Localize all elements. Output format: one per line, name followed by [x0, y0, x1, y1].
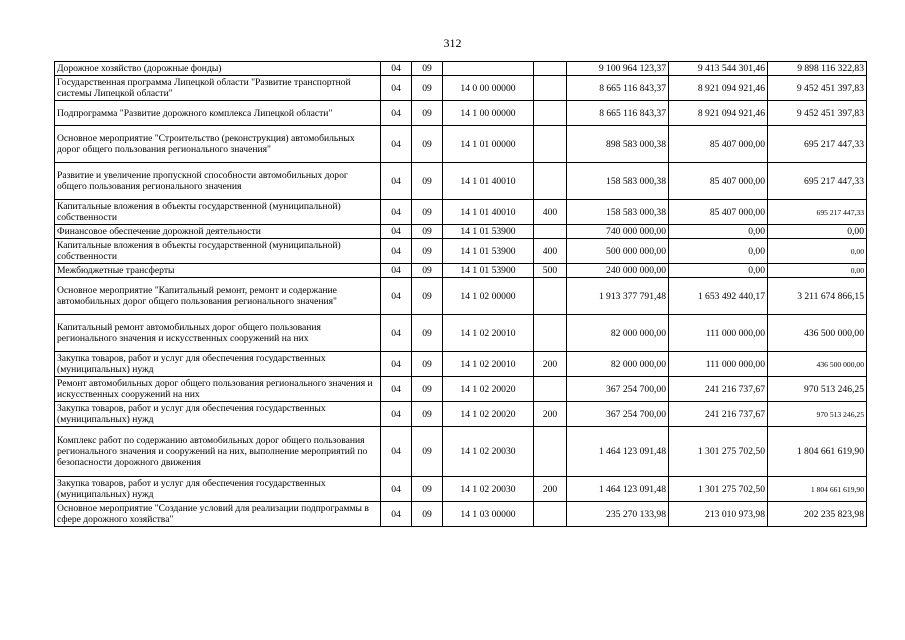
- amount-year-3: 695 217 447,33: [768, 126, 867, 163]
- table-row: [55, 427, 867, 477]
- target-article-code: 14 1 02 20020: [443, 377, 534, 402]
- subsection-code: 09: [412, 477, 443, 502]
- section-code: 04: [381, 264, 412, 278]
- section-code: 04: [381, 62, 412, 76]
- amount-year-1: 235 270 133,98: [567, 502, 669, 527]
- amount-year-1: 158 583 000,38: [567, 163, 669, 200]
- target-article-code: 14 1 00 00000: [443, 101, 534, 126]
- row-name: Государственная программа Липецкой области "Развитие транспортной системы Липецкой области": [55, 76, 381, 101]
- page-number: 312: [443, 36, 462, 50]
- subsection-code: 09: [412, 62, 443, 76]
- amount-year-3: 1 804 661 619,90: [768, 427, 867, 477]
- row-name: Дорожное хозяйство (дорожные фонды): [55, 62, 381, 76]
- expense-type-code: 400: [534, 239, 567, 264]
- target-article-code: 14 1 02 20030: [443, 477, 534, 502]
- target-article-code: 14 1 01 53900: [443, 225, 534, 239]
- amount-year-2: 8 921 094 921,46: [669, 101, 768, 126]
- expense-type-code: [534, 427, 567, 477]
- row-name: Закупка товаров, работ и услуг для обеспечения государственных (муниципальных) нужд: [55, 352, 381, 377]
- target-article-code: 14 1 02 20010: [443, 315, 534, 352]
- amount-year-1: 8 665 116 843,37: [567, 76, 669, 101]
- amount-year-2: 241 216 737,67: [669, 377, 768, 402]
- row-name: Закупка товаров, работ и услуг для обеспечения государственных (муниципальных) нужд: [55, 477, 381, 502]
- subsection-code: 09: [412, 76, 443, 101]
- amount-year-1: 1 464 123 091,48: [567, 427, 669, 477]
- subsection-code: 09: [412, 278, 443, 315]
- amount-year-3: 436 500 000,00: [768, 315, 867, 352]
- budget-table: [54, 61, 867, 527]
- amount-year-1: 1 913 377 791,48: [567, 278, 669, 315]
- amount-year-1: 898 583 000,38: [567, 126, 669, 163]
- target-article-code: [443, 62, 534, 76]
- amount-year-2: 241 216 737,67: [669, 402, 768, 427]
- amount-year-2: 213 010 973,98: [669, 502, 768, 527]
- section-code: 04: [381, 76, 412, 101]
- subsection-code: 09: [412, 163, 443, 200]
- table-row: [55, 200, 867, 225]
- amount-year-3: 436 500 000,00: [768, 352, 867, 377]
- amount-year-3: 9 452 451 397,83: [768, 76, 867, 101]
- subsection-code: 09: [412, 402, 443, 427]
- amount-year-2: 0,00: [669, 264, 768, 278]
- amount-year-3: 0,00: [768, 225, 867, 239]
- amount-year-3: 0,00: [768, 239, 867, 264]
- section-code: 04: [381, 477, 412, 502]
- expense-type-code: [534, 76, 567, 101]
- amount-year-2: 0,00: [669, 239, 768, 264]
- expense-type-code: [534, 315, 567, 352]
- amount-year-2: 0,00: [669, 225, 768, 239]
- expense-type-code: [534, 502, 567, 527]
- expense-type-code: [534, 163, 567, 200]
- target-article-code: 14 1 02 00000: [443, 278, 534, 315]
- table-row: [55, 163, 867, 200]
- amount-year-2: 85 407 000,00: [669, 163, 768, 200]
- amount-year-1: 367 254 700,00: [567, 377, 669, 402]
- amount-year-2: 111 000 000,00: [669, 352, 768, 377]
- amount-year-3: 695 217 447,33: [768, 200, 867, 225]
- row-name: Основное мероприятие "Капитальный ремонт, ремонт и содержание автомобильных дорог общего пользования регионального значения": [55, 278, 381, 315]
- subsection-code: 09: [412, 352, 443, 377]
- subsection-code: 09: [412, 101, 443, 126]
- row-name: Ремонт автомобильных дорог общего пользования регионального значения и искусственных сооружений на них: [55, 377, 381, 402]
- amount-year-1: 367 254 700,00: [567, 402, 669, 427]
- amount-year-2: 111 000 000,00: [669, 315, 768, 352]
- section-code: 04: [381, 315, 412, 352]
- amount-year-3: 9 898 116 322,83: [768, 62, 867, 76]
- row-name: Комплекс работ по содержанию автомобильных дорог общего пользования регионального значения и сооружений на них, выполнение мероприятий по безопасности дорожного движения: [55, 427, 381, 477]
- amount-year-1: 82 000 000,00: [567, 315, 669, 352]
- amount-year-1: 1 464 123 091,48: [567, 477, 669, 502]
- target-article-code: 14 1 01 40010: [443, 200, 534, 225]
- subsection-code: 09: [412, 126, 443, 163]
- target-article-code: 14 1 01 53900: [443, 264, 534, 278]
- amount-year-1: 240 000 000,00: [567, 264, 669, 278]
- section-code: 04: [381, 101, 412, 126]
- table-row: [55, 62, 867, 76]
- table-row: [55, 402, 867, 427]
- amount-year-1: 9 100 964 123,37: [567, 62, 669, 76]
- subsection-code: 09: [412, 315, 443, 352]
- amount-year-1: 500 000 000,00: [567, 239, 669, 264]
- amount-year-2: 85 407 000,00: [669, 126, 768, 163]
- subsection-code: 09: [412, 239, 443, 264]
- row-name: Межбюджетные трансферты: [55, 264, 381, 278]
- target-article-code: 14 1 01 53900: [443, 239, 534, 264]
- target-article-code: 14 1 01 00000: [443, 126, 534, 163]
- table-row: [55, 239, 867, 264]
- amount-year-2: 85 407 000,00: [669, 200, 768, 225]
- amount-year-2: 9 413 544 301,46: [669, 62, 768, 76]
- section-code: 04: [381, 377, 412, 402]
- section-code: 04: [381, 352, 412, 377]
- subsection-code: 09: [412, 200, 443, 225]
- amount-year-3: 970 513 246,25: [768, 377, 867, 402]
- expense-type-code: [534, 101, 567, 126]
- amount-year-3: 695 217 447,33: [768, 163, 867, 200]
- subsection-code: 09: [412, 427, 443, 477]
- table-row: [55, 377, 867, 402]
- amount-year-3: 202 235 823,98: [768, 502, 867, 527]
- amount-year-1: 158 583 000,38: [567, 200, 669, 225]
- table-row: [55, 264, 867, 278]
- expense-type-code: 200: [534, 477, 567, 502]
- subsection-code: 09: [412, 502, 443, 527]
- amount-year-1: 740 000 000,00: [567, 225, 669, 239]
- amount-year-2: 8 921 094 921,46: [669, 76, 768, 101]
- expense-type-code: [534, 126, 567, 163]
- section-code: 04: [381, 163, 412, 200]
- section-code: 04: [381, 502, 412, 527]
- table-row: [55, 101, 867, 126]
- expense-type-code: [534, 278, 567, 315]
- target-article-code: 14 1 02 20010: [443, 352, 534, 377]
- section-code: 04: [381, 126, 412, 163]
- target-article-code: 14 1 02 20030: [443, 427, 534, 477]
- section-code: 04: [381, 427, 412, 477]
- expense-type-code: 500: [534, 264, 567, 278]
- section-code: 04: [381, 200, 412, 225]
- table-row: [55, 225, 867, 239]
- section-code: 04: [381, 278, 412, 315]
- row-name: Основное мероприятие "Строительство (реконструкция) автомобильных дорог общего пользования регионального значения": [55, 126, 381, 163]
- row-name: Основное мероприятие "Создание условий для реализации подпрограммы в сфере дорожного хозяйства": [55, 502, 381, 527]
- amount-year-1: 8 665 116 843,37: [567, 101, 669, 126]
- section-code: 04: [381, 239, 412, 264]
- amount-year-3: 3 211 674 866,15: [768, 278, 867, 315]
- section-code: 04: [381, 225, 412, 239]
- table-row: [55, 352, 867, 377]
- table-row: [55, 126, 867, 163]
- amount-year-2: 1 301 275 702,50: [669, 477, 768, 502]
- table-row: [55, 315, 867, 352]
- table-row: [55, 502, 867, 527]
- target-article-code: 14 1 01 40010: [443, 163, 534, 200]
- target-article-code: 14 1 02 20020: [443, 402, 534, 427]
- row-name: Капитальный ремонт автомобильных дорог общего пользования регионального значения и искусственных сооружений на них: [55, 315, 381, 352]
- amount-year-2: 1 653 492 440,17: [669, 278, 768, 315]
- expense-type-code: 200: [534, 402, 567, 427]
- table-row: [55, 477, 867, 502]
- amount-year-1: 82 000 000,00: [567, 352, 669, 377]
- expense-type-code: [534, 62, 567, 76]
- amount-year-3: 1 804 661 619,90: [768, 477, 867, 502]
- row-name: Капитальные вложения в объекты государственной (муниципальной) собственности: [55, 200, 381, 225]
- amount-year-3: 970 513 246,25: [768, 402, 867, 427]
- row-name: Подпрограмма "Развитие дорожного комплекса Липецкой области": [55, 101, 381, 126]
- amount-year-2: 1 301 275 702,50: [669, 427, 768, 477]
- expense-type-code: [534, 377, 567, 402]
- target-article-code: 14 0 00 00000: [443, 76, 534, 101]
- amount-year-3: 0,00: [768, 264, 867, 278]
- expense-type-code: 400: [534, 200, 567, 225]
- expense-type-code: 200: [534, 352, 567, 377]
- row-name: Финансовое обеспечение дорожной деятельности: [55, 225, 381, 239]
- row-name: Закупка товаров, работ и услуг для обеспечения государственных (муниципальных) нужд: [55, 402, 381, 427]
- row-name: Развитие и увеличение пропускной способности автомобильных дорог общего пользования регионального значения: [55, 163, 381, 200]
- expense-type-code: [534, 225, 567, 239]
- row-name: Капитальные вложения в объекты государственной (муниципальной) собственности: [55, 239, 381, 264]
- section-code: 04: [381, 402, 412, 427]
- subsection-code: 09: [412, 225, 443, 239]
- table-row: [55, 278, 867, 315]
- subsection-code: 09: [412, 377, 443, 402]
- subsection-code: 09: [412, 264, 443, 278]
- table-row: [55, 76, 867, 101]
- target-article-code: 14 1 03 00000: [443, 502, 534, 527]
- amount-year-3: 9 452 451 397,83: [768, 101, 867, 126]
